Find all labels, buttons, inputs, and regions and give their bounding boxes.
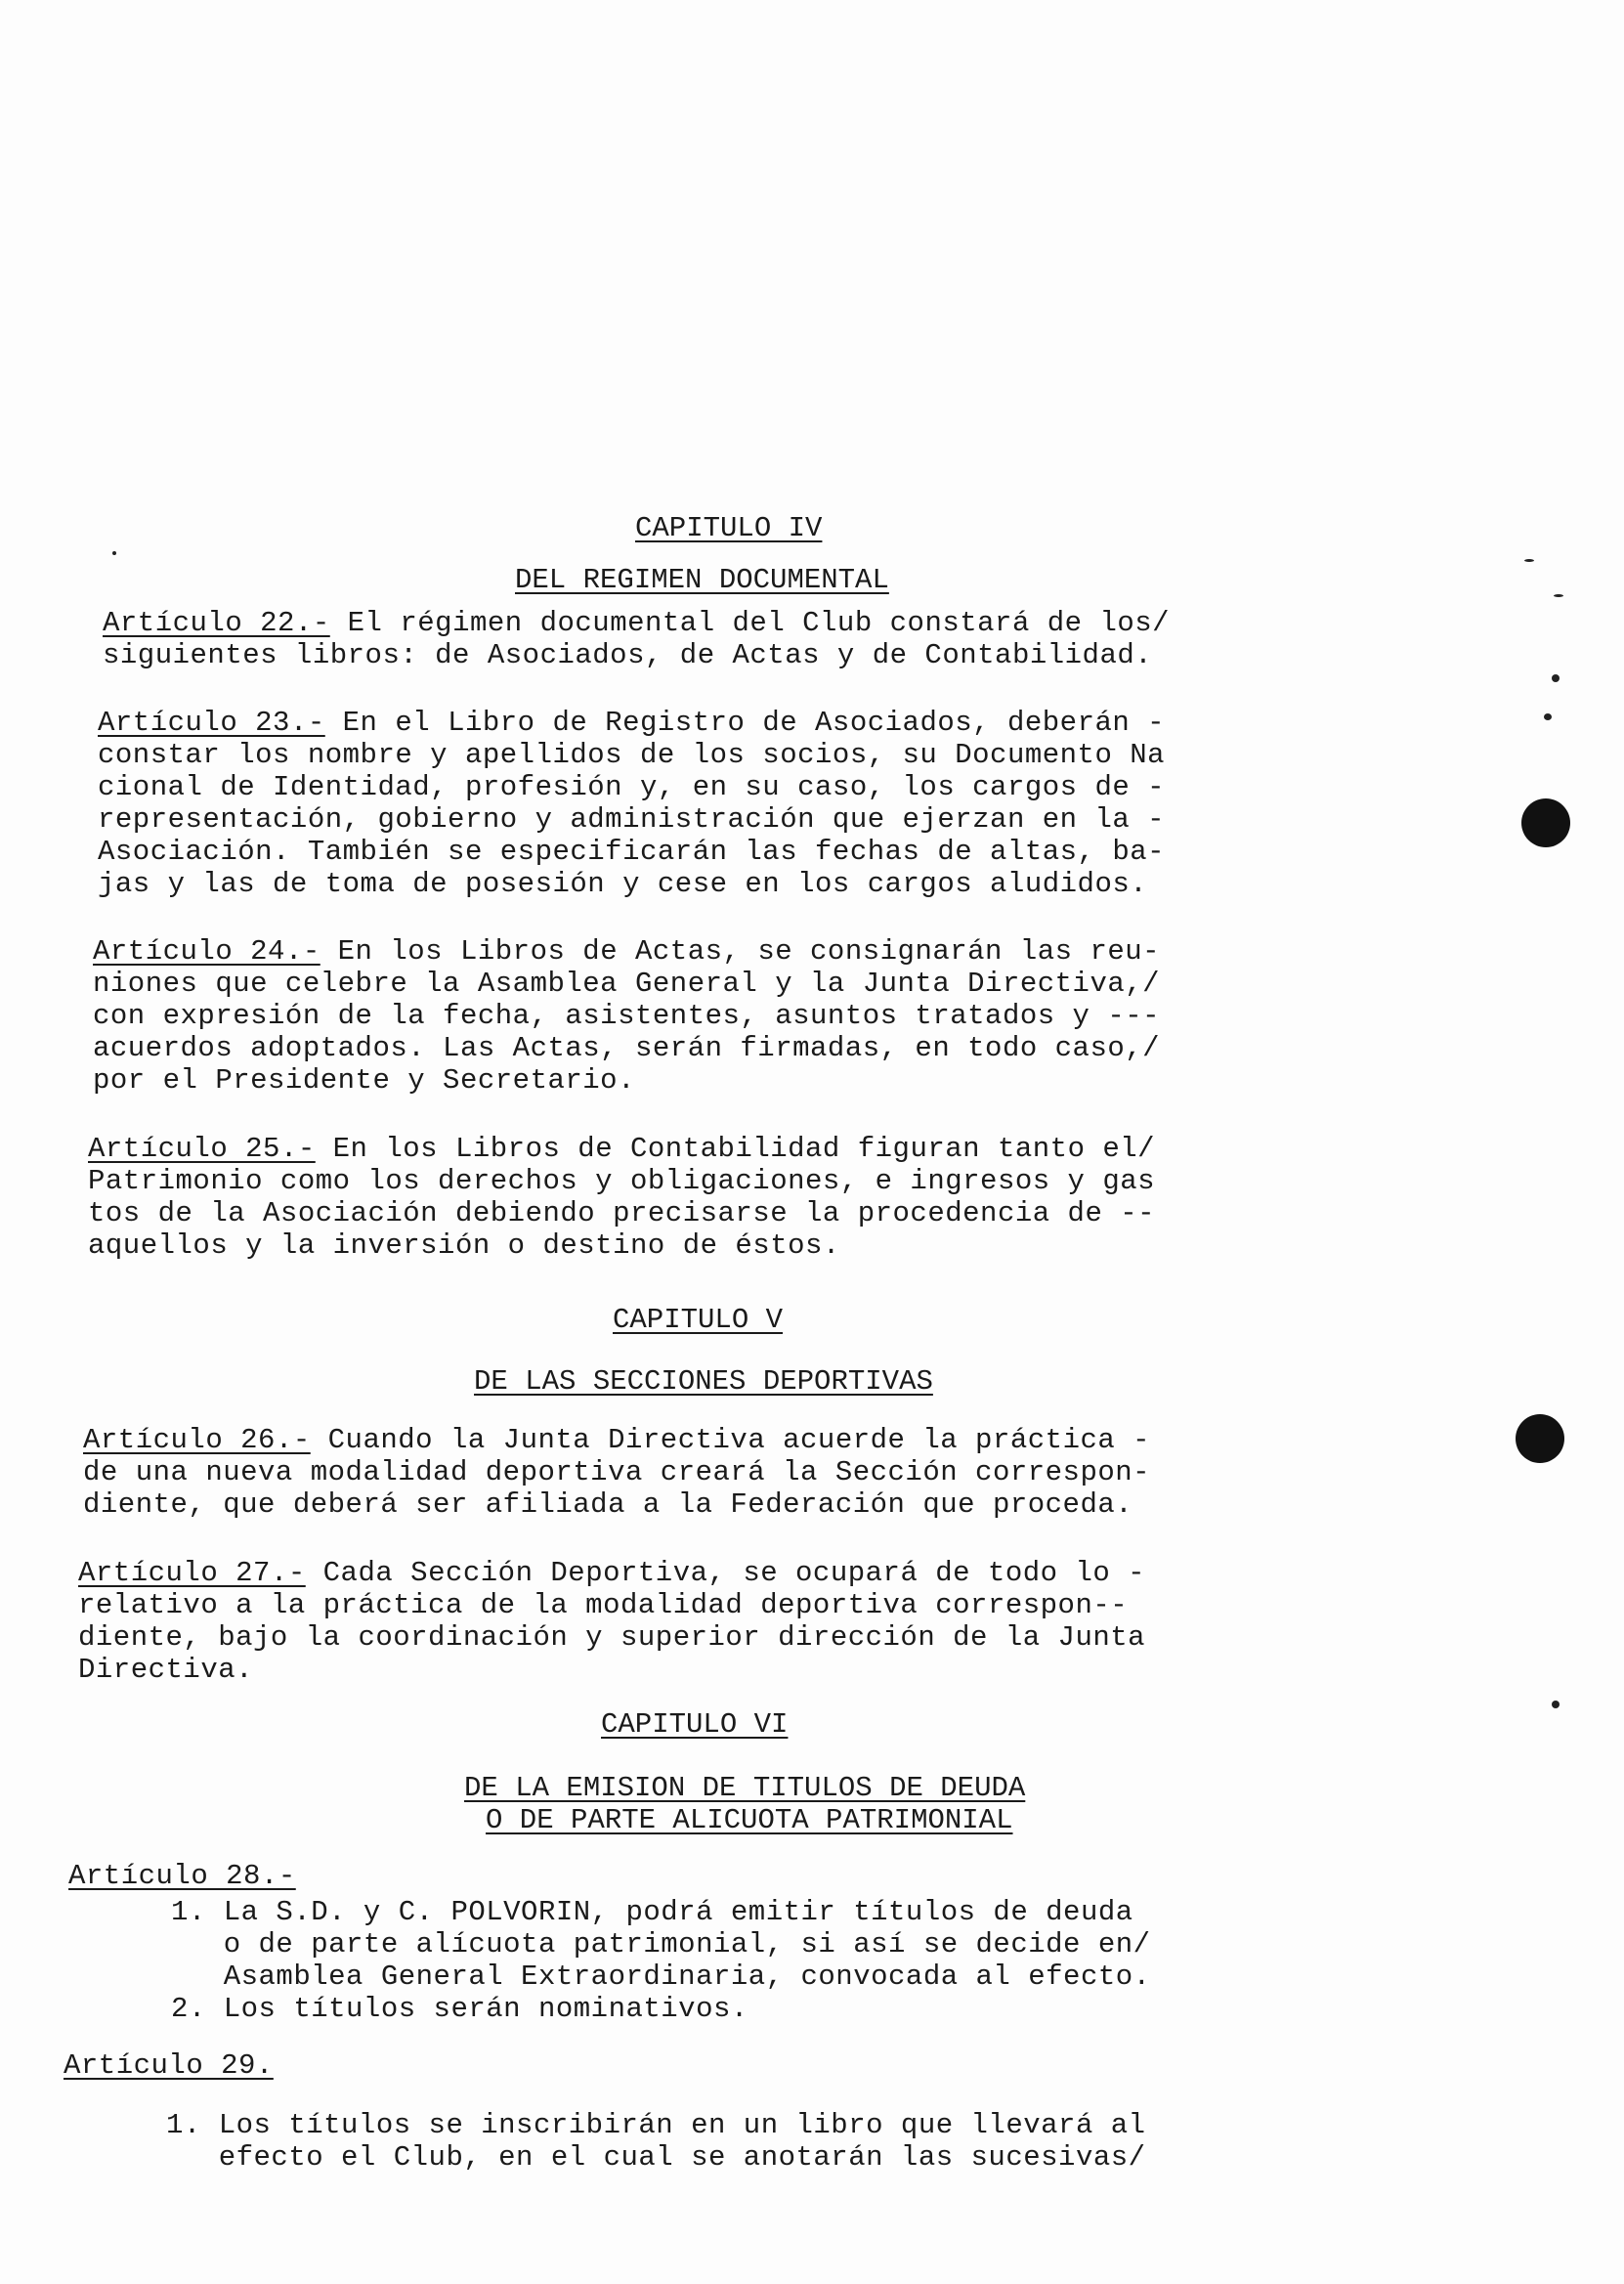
margin-mark <box>1524 559 1534 562</box>
article-29-label: Artículo 29. <box>64 2049 274 2082</box>
article-28-label: Artículo 28.- <box>68 1860 296 1892</box>
article-24-line-5: por el Presidente y Secretario. <box>93 1064 635 1097</box>
article-25-line-3: tos de la Asociación debiendo precisarse la procedencia de -- <box>88 1197 1156 1229</box>
article-22-line-2: siguientes libros: de Asociados, de Actas y de Contabilidad. <box>103 639 1153 671</box>
article-24-line-4: acuerdos adoptados. Las Actas, serán firmadas, en todo caso,/ <box>93 1032 1161 1064</box>
margin-mark <box>1544 713 1552 720</box>
article-27-label: Artículo 27.- <box>78 1557 306 1589</box>
article-25-label: Artículo 25.- <box>88 1133 316 1165</box>
chapter-iv-title: CAPITULO IV <box>635 512 823 544</box>
article-25-line-1: En los Libros de Contabilidad figuran tanto el/ <box>315 1133 1156 1165</box>
article-29-items <box>166 2109 1146 2174</box>
article-29 <box>64 2049 274 2082</box>
article-22 <box>103 607 1170 671</box>
article-26-line-3: diente, que deberá ser afiliada a la Federación que proceda. <box>83 1488 1133 1521</box>
punch-hole-bottom <box>1516 1414 1564 1463</box>
article-27-line-4: Directiva. <box>78 1654 254 1686</box>
article-28-item-1: 1. La S.D. y C. POLVORIN, podrá emitir títulos de deuda <box>171 1896 1133 1928</box>
article-24 <box>93 935 1160 1097</box>
chapter-v-title: CAPITULO V <box>613 1304 784 1336</box>
article-27-line-1: Cada Sección Deportiva, se ocupará de todo lo - <box>305 1557 1146 1589</box>
article-24-line-2: niones que celebre la Asamblea General y la Junta Directiva,/ <box>93 968 1161 1000</box>
article-22-label: Artículo 22.- <box>103 607 330 639</box>
chapter-vi-subtitle-1: DE LA EMISION DE TITULOS DE DEUDA <box>464 1772 1026 1804</box>
article-25 <box>88 1133 1155 1262</box>
article-26 <box>83 1424 1150 1521</box>
article-26-line-1: Cuando la Junta Directiva acuerde la práctica - <box>310 1424 1151 1456</box>
article-27-line-2: relativo a la práctica de la modalidad deportiva correspon-- <box>78 1589 1129 1621</box>
chapter-iv-subtitle: DEL REGIMEN DOCUMENTAL <box>515 564 889 596</box>
article-24-line-1: En los Libros de Actas, se consignarán las reu- <box>320 935 1161 968</box>
article-23-line-4: representación, gobierno y administración que ejerzan en la - <box>98 803 1166 836</box>
chapter-v-subtitle: DE LAS SECCIONES DEPORTIVAS <box>474 1365 933 1398</box>
article-25-line-4: aquellos y la inversión o destino de éstos. <box>88 1229 840 1262</box>
margin-mark <box>1552 674 1560 682</box>
article-28-item-1-cont-1: o de parte alícuota patrimonial, si así se decide en/ <box>171 1928 1151 1961</box>
chapter-vi-subtitle-2: O DE PARTE ALICUOTA PATRIMONIAL <box>486 1804 1013 1836</box>
article-28-item-1-cont-2: Asamblea General Extraordinaria, convocada al efecto. <box>171 1961 1151 1993</box>
article-23 <box>98 707 1165 900</box>
article-26-line-2: de una nueva modalidad deportiva creará la Sección correspon- <box>83 1456 1151 1488</box>
article-23-line-2: constar los nombre y apellidos de los socios, su Documento Na <box>98 739 1166 771</box>
article-26-label: Artículo 26.- <box>83 1424 311 1456</box>
article-29-item-1-cont: efecto el Club, en el cual se anotarán las sucesivas/ <box>166 2141 1146 2174</box>
article-27 <box>78 1557 1145 1686</box>
punch-hole-top <box>1521 798 1570 847</box>
article-28 <box>68 1860 296 1892</box>
margin-mark <box>1554 594 1563 597</box>
article-27-line-3: diente, bajo la coordinación y superior dirección de la Junta <box>78 1621 1146 1654</box>
article-24-line-3: con expresión de la fecha, asistentes, asuntos tratados y --- <box>93 1000 1161 1032</box>
article-23-line-1: En el Libro de Registro de Asociados, deberán - <box>324 707 1166 739</box>
article-23-label: Artículo 23.- <box>98 707 325 739</box>
margin-mark <box>112 551 116 555</box>
article-23-line-5: Asociación. También se especificarán las fechas de altas, ba- <box>98 836 1166 868</box>
article-22-line-1: El régimen documental del Club constará de los/ <box>329 607 1171 639</box>
margin-mark <box>1552 1701 1560 1708</box>
article-23-line-3: cional de Identidad, profesión y, en su caso, los cargos de - <box>98 771 1166 803</box>
article-29-item-1: 1. Los títulos se inscribirán en un libro que llevará al <box>166 2109 1146 2141</box>
article-24-label: Artículo 24.- <box>93 935 321 968</box>
article-25-line-2: Patrimonio como los derechos y obligaciones, e ingresos y gas <box>88 1165 1156 1197</box>
article-28-items <box>171 1896 1151 2025</box>
chapter-vi-title: CAPITULO VI <box>601 1708 789 1741</box>
article-28-item-2: 2. Los títulos serán nominativos. <box>171 1993 748 2025</box>
article-23-line-6: jas y las de toma de posesión y cese en los cargos aludidos. <box>98 868 1148 900</box>
